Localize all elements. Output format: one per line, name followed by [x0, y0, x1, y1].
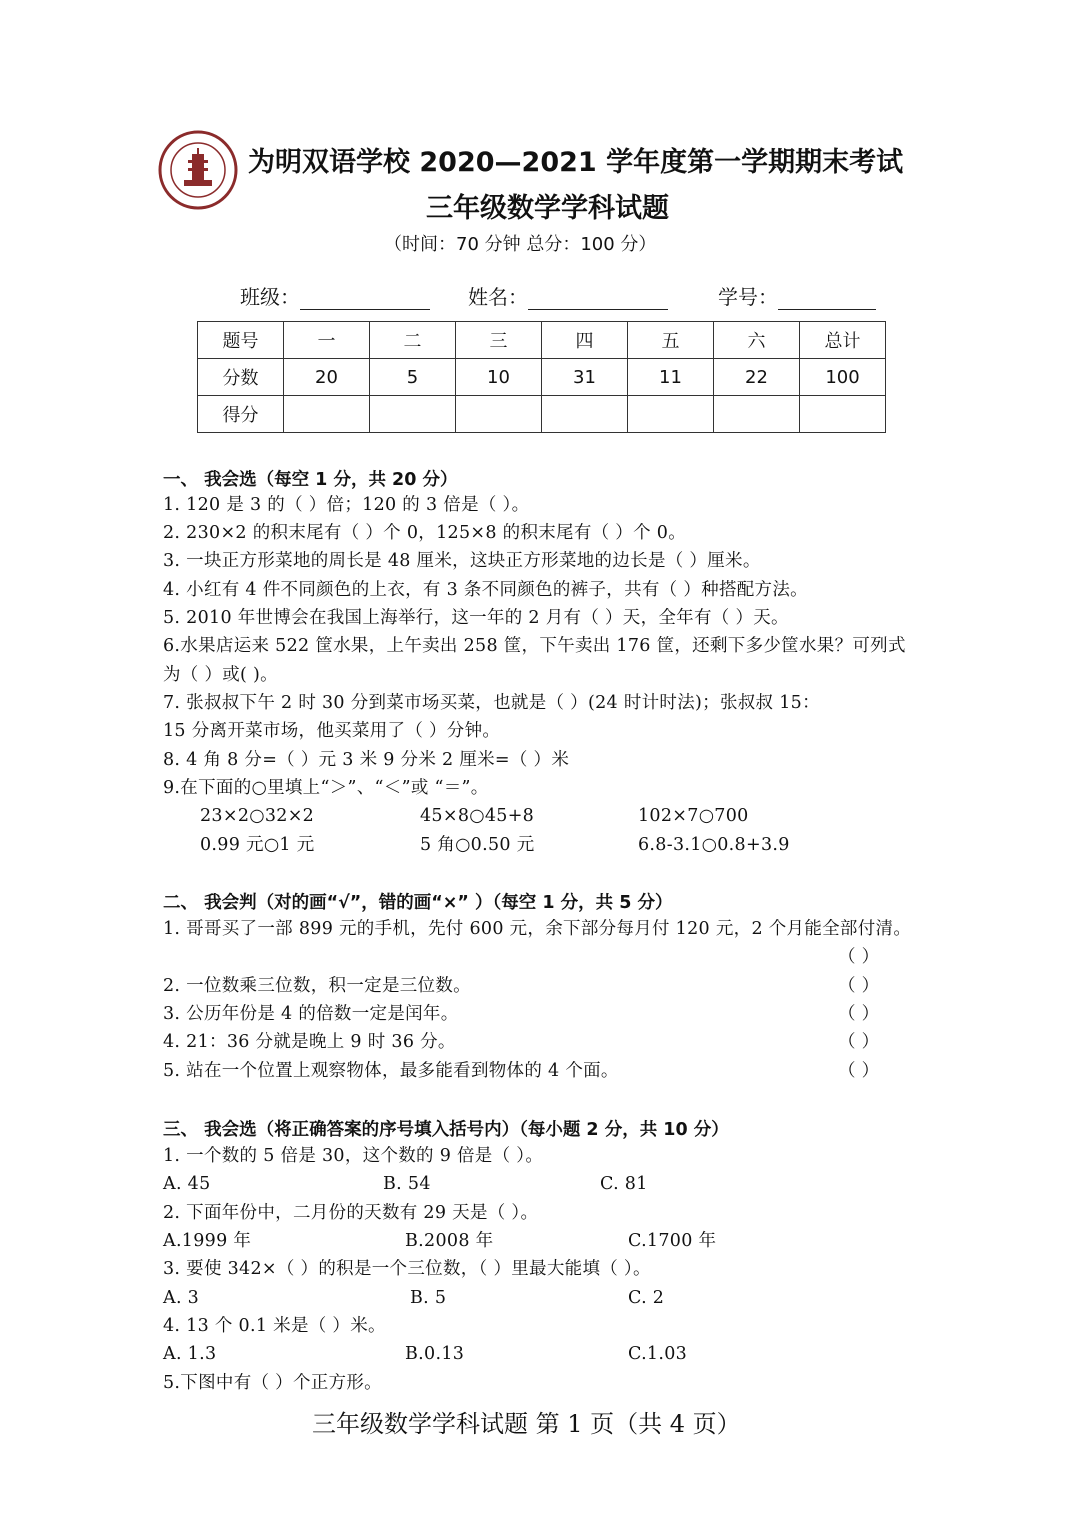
name-field	[468, 281, 668, 310]
class-blank[interactable]	[300, 287, 430, 310]
option-b: B. 54	[383, 1174, 431, 1194]
table-cell: 22	[714, 359, 800, 396]
option-a: A. 45	[163, 1174, 211, 1194]
table-cell: 得分	[198, 396, 284, 433]
table-cell: 二	[370, 322, 456, 359]
option-c: C.1.03	[628, 1344, 688, 1364]
option-c: C. 2	[628, 1288, 665, 1308]
question-line: 1. 一个数的 5 倍是 30，这个数的 9 倍是（ ）。	[163, 1146, 544, 1166]
option-a: A. 1.3	[163, 1344, 217, 1364]
table-cell: 5	[370, 359, 456, 396]
name-blank[interactable]	[528, 287, 668, 310]
compare-item: 45×8○45+8	[420, 806, 535, 826]
table-cell: 100	[800, 359, 886, 396]
id-blank[interactable]	[778, 287, 876, 310]
question-line: 为（ ）或( )。	[163, 665, 278, 685]
student-id-field	[718, 281, 876, 310]
question-line: 4. 13 个 0.1 米是（ ）米。	[163, 1316, 386, 1336]
judge-item: 4. 21：36 分就是晚上 9 时 36 分。	[163, 1032, 456, 1052]
table-cell: 10	[456, 359, 542, 396]
class-field	[240, 281, 430, 310]
score-input-cell[interactable]	[800, 396, 886, 433]
question-line: 6.水果店运来 522 筐水果，上午卖出 258 筐，下午卖出 176 筐，还剩下多少筐水果？可列式	[163, 636, 906, 656]
table-cell: 一	[284, 322, 370, 359]
table-cell: 四	[542, 322, 628, 359]
table-cell: 总计	[800, 322, 886, 359]
question-line: 2. 230×2 的积末尾有（ ）个 0，125×8 的积末尾有（ ）个 0。	[163, 523, 687, 543]
score-input-cell[interactable]	[284, 396, 370, 433]
score-table-header-row	[198, 322, 886, 359]
score-input-cell[interactable]	[714, 396, 800, 433]
option-b: B.0.13	[405, 1344, 465, 1364]
answer-paren[interactable]: （ ）	[838, 1061, 880, 1081]
question-line: 5.下图中有（ ）个正方形。	[163, 1373, 382, 1393]
question-line: 3. 一块正方形菜地的周长是 48 厘米，这块正方形菜地的边长是（ ）厘米。	[163, 551, 761, 571]
section3-title: 三、 我会选（将正确答案的序号填入括号内）（每小题 2 分，共 10 分）	[163, 1120, 729, 1140]
table-cell: 11	[628, 359, 714, 396]
name-label: 姓名：	[468, 285, 528, 309]
table-cell: 五	[628, 322, 714, 359]
compare-item: 102×7○700	[638, 806, 749, 826]
question-line: 3. 要使 342×（ ）的积是一个三位数，（ ）里最大能填（ ）。	[163, 1259, 651, 1279]
question-line: 7. 张叔叔下午 2 时 30 分到菜市场买菜，也就是（ ）(24 时计时法)；张叔叔 15：	[163, 693, 820, 713]
table-cell: 20	[284, 359, 370, 396]
table-cell: 六	[714, 322, 800, 359]
answer-paren[interactable]: （ ）	[838, 947, 880, 967]
class-label: 班级：	[240, 285, 300, 309]
question-line: 9.在下面的○里填上“＞”、“＜”或 “＝”。	[163, 778, 489, 798]
question-line: 8. 4 角 8 分=（ ）元 3 米 9 分米 2 厘米=（ ）米	[163, 750, 570, 770]
score-input-cell[interactable]	[370, 396, 456, 433]
judge-item: 5. 站在一个位置上观察物体，最多能看到物体的 4 个面。	[163, 1061, 619, 1081]
table-cell: 题号	[198, 322, 284, 359]
score-table	[197, 321, 886, 433]
time-info: （时间：70 分钟 总分：100 分）	[384, 234, 657, 255]
option-c: C.1700 年	[628, 1231, 717, 1251]
judge-item: 1. 哥哥买了一部 899 元的手机，先付 600 元，余下部分每月付 120 元，2 个月能全部付清。	[163, 919, 912, 939]
score-input-cell[interactable]	[456, 396, 542, 433]
option-a: A. 3	[163, 1288, 200, 1308]
table-cell: 三	[456, 322, 542, 359]
subject-title: 三年级数学学科试题	[426, 193, 669, 224]
question-line: 4. 小红有 4 件不同颜色的上衣，有 3 条不同颜色的裤子，共有（ ）种搭配方法。	[163, 580, 808, 600]
compare-item: 6.8-3.1○0.8+3.9	[638, 835, 790, 855]
section1-title: 一、 我会选（每空 1 分，共 20 分）	[163, 470, 458, 490]
option-b: B. 5	[410, 1288, 447, 1308]
judge-item: 3. 公历年份是 4 的倍数一定是闰年。	[163, 1004, 459, 1024]
section2-title: 二、 我会判（对的画“√”，错的画“×” ）（每空 1 分，共 5 分）	[163, 893, 673, 913]
question-line: 15 分离开菜市场，他买菜用了（ ）分钟。	[163, 721, 501, 741]
score-input-cell[interactable]	[542, 396, 628, 433]
compare-item: 5 角○0.50 元	[420, 835, 535, 855]
option-b: B.2008 年	[405, 1231, 494, 1251]
question-line: 5. 2010 年世博会在我国上海举行，这一年的 2 月有（ ）天，全年有（ ）天。	[163, 608, 789, 628]
answer-paren[interactable]: （ ）	[838, 1032, 880, 1052]
page-footer: 三年级数学学科试题 第 1 页（共 4 页）	[312, 1410, 741, 1438]
question-line: 2. 下面年份中，二月份的天数有 29 天是（ ）。	[163, 1203, 539, 1223]
score-table-points-row	[198, 359, 886, 396]
id-label: 学号：	[718, 285, 778, 309]
answer-paren[interactable]: （ ）	[838, 1004, 880, 1024]
judge-item: 2. 一位数乘三位数，积一定是三位数。	[163, 976, 471, 996]
table-cell: 31	[542, 359, 628, 396]
school-logo	[158, 130, 238, 210]
question-line: 1. 120 是 3 的（ ）倍；120 的 3 倍是（ ）。	[163, 495, 530, 515]
compare-item: 23×2○32×2	[200, 806, 315, 826]
school-exam-title: 为明双语学校 2020—2021 学年度第一学期期末考试	[248, 147, 904, 178]
compare-item: 0.99 元○1 元	[200, 835, 315, 855]
answer-paren[interactable]: （ ）	[838, 976, 880, 996]
score-input-cell[interactable]	[628, 396, 714, 433]
option-a: A.1999 年	[163, 1231, 252, 1251]
option-c: C. 81	[600, 1174, 648, 1194]
table-cell: 分数	[198, 359, 284, 396]
score-table-earned-row	[198, 396, 886, 433]
